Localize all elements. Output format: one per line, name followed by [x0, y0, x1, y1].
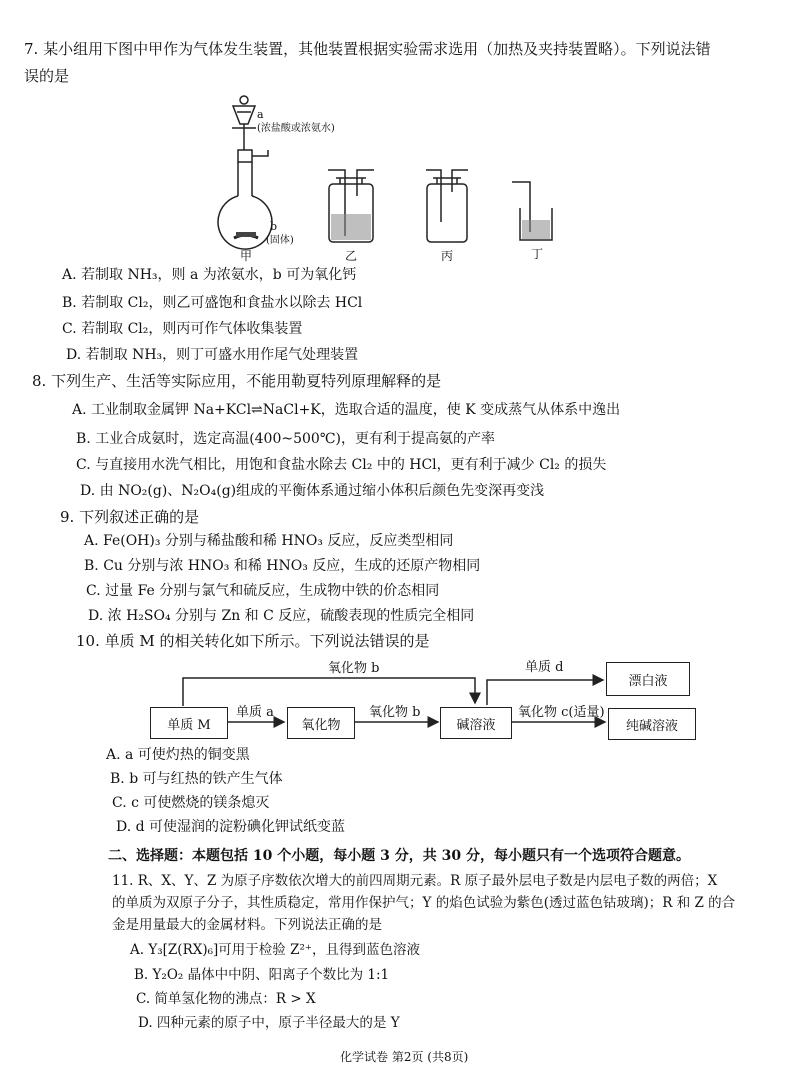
q9-option-d: D. 浓 H₂SO₄ 分别与 Zn 和 C 反应，硫酸表现的性质完全相同 — [88, 608, 475, 624]
box-bleach: 漂白液 — [606, 662, 690, 696]
q8-option-c: C. 与直接用水洗气相比，用饱和食盐水除去 Cl₂ 中的 HCl，更有利于减少 Cl₂ 的损失 — [76, 457, 607, 473]
box-oxide: 氧化物 — [287, 707, 355, 739]
q10-option-c: C. c 可使燃烧的镁条熄灭 — [112, 795, 270, 811]
q9-stem: 9. 下列叙述正确的是 — [60, 508, 200, 526]
label-bing: 丙 — [441, 249, 454, 263]
q7-option-b: B. 若制取 Cl₂，则乙可盛饱和食盐水以除去 HCl — [62, 295, 363, 311]
q11-option-b: B. Y₂O₂ 晶体中中阴、阳离子个数比为 1:1 — [134, 967, 390, 983]
label-ding: 丁 — [531, 247, 544, 261]
q11-option-d: D. 四种元素的原子中，原子半径最大的是 Y — [138, 1015, 400, 1031]
section2-heading: 二、选择题：本题包括 10 个小题，每小题 3 分，共 30 分，每小题只有一个选项符合题意。 — [108, 848, 690, 864]
label-oxide-c: 氧化物 c(适量) — [518, 705, 605, 720]
q10-option-d: D. d 可使湿润的淀粉碘化钾试纸变蓝 — [116, 819, 346, 835]
q8-option-b: B. 工业合成氨时，选定高温(400~500℃)，更有利于提高氨的产率 — [76, 431, 495, 447]
q10-stem: 10. 单质 M 的相关转化如下所示。下列说法错误的是 — [76, 632, 430, 650]
q7-option-a: A. 若制取 NH₃，则 a 为浓氨水，b 可为氧化钙 — [62, 267, 357, 283]
q11-option-a: A. Y₃[Z(RX)₆]可用于检验 Z²⁺，且得到蓝色溶液 — [130, 942, 420, 958]
q11-line2: 的单质为双原子分子，其性质稳定，常用作保护气；Y 的焰色试验为紫色(透过蓝色钴玻璃)；R 和 Z 的合 — [112, 895, 736, 911]
q11-line1: 11. R、X、Y、Z 为原子序数依次增大的前四周期元素。R 原子最外层电子数是内层电子数的两倍；X — [112, 873, 718, 889]
box-element-m: 单质 M — [150, 707, 228, 739]
label-a-note: (浓盐酸或浓氨水) — [257, 123, 335, 134]
label-b: b — [270, 220, 278, 233]
q8-option-d: D. 由 NO₂(g)、N₂O₄(g)组成的平衡体系通过缩小体积后颜色先变深再变浅 — [80, 483, 545, 499]
q8-stem: 8. 下列生产、生活等实际应用，不能用勒夏特列原理解释的是 — [32, 372, 442, 390]
q7-stem-line2: 误的是 — [24, 67, 70, 85]
q7-stem-line1: 7. 某小组用下图中甲作为气体发生装置，其他装置根据实验需求选用（加热及夹持装置略）。下列说法错 — [24, 40, 711, 58]
q9-option-b: B. Cu 分别与浓 HNO₃ 和稀 HNO₃ 反应，生成的还原产物相同 — [84, 558, 481, 574]
q8-option-a: A. 工业制取金属钾 Na+KCl⇌NaCl+K，选取合适的温度，使 K 变成蒸气从体系中逸出 — [72, 402, 621, 418]
label-element-a: 单质 a — [236, 705, 274, 720]
q9-option-a: A. Fe(OH)₃ 分别与稀盐酸和稀 HNO₃ 反应，反应类型相同 — [84, 533, 454, 549]
arrow-b-top — [183, 678, 475, 706]
label-element-d: 单质 d — [525, 660, 564, 675]
box-alkali: 碱溶液 — [440, 707, 512, 739]
label-yi: 乙 — [345, 249, 358, 263]
box-soda: 纯碱溶液 — [608, 708, 696, 740]
q7-option-d: D. 若制取 NH₃，则丁可盛水用作尾气处理装置 — [66, 347, 359, 363]
label-b-note: (固体) — [266, 235, 294, 246]
page-footer: 化学试卷 第2页 (共8页) — [340, 1050, 469, 1064]
q9-option-c: C. 过量 Fe 分别与氯气和硫反应，生成物中铁的价态相同 — [86, 583, 440, 599]
label-a: a — [257, 108, 264, 121]
q10-option-b: B. b 可与红热的铁产生气体 — [110, 771, 283, 787]
q11-line3: 金是用量最大的金属材料。下列说法正确的是 — [112, 917, 382, 933]
label-jia: 甲 — [240, 249, 253, 263]
label-oxide-b: 氧化物 b — [369, 705, 421, 720]
q11-option-c: C. 简单氢化物的沸点：R > X — [136, 991, 316, 1007]
label-oxide-b-top: 氧化物 b — [328, 661, 380, 676]
q7-option-c: C. 若制取 Cl₂，则丙可作气体收集装置 — [62, 321, 303, 337]
q10-option-a: A. a 可使灼热的铜变黑 — [106, 747, 250, 763]
